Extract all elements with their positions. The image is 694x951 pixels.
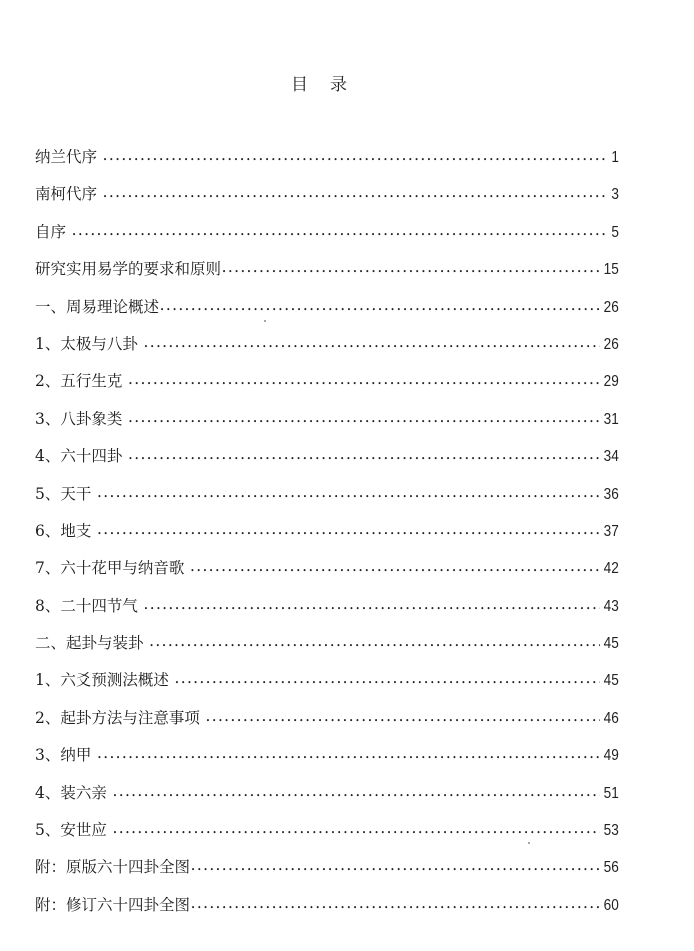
toc-entry-label: 纳兰代序 — [35, 148, 98, 166]
toc-entry-page: 15 — [603, 261, 619, 279]
toc-entry-page: 26 — [603, 298, 619, 316]
toc-entry-page: 34 — [603, 448, 619, 466]
toc-entry-label: 附：原版六十四卦全图 — [35, 858, 191, 877]
toc-entry[interactable] — [35, 890, 619, 927]
toc-entry[interactable] — [35, 329, 619, 366]
toc-entry-label: 4、六十四卦 — [35, 447, 123, 466]
toc-entry-page: 1 — [611, 149, 619, 166]
toc-entry-page: 26 — [603, 335, 619, 353]
toc-entry-page: 29 — [603, 373, 619, 391]
toc-entry-page: 43 — [603, 597, 619, 615]
toc-entry-label: 1、太极与八卦 — [35, 334, 138, 353]
toc-entry[interactable] — [35, 366, 619, 403]
toc-entry-label: 5、安世应 — [35, 821, 107, 840]
toc-entry[interactable] — [35, 254, 619, 291]
toc-entry[interactable] — [35, 778, 619, 815]
dot-leader — [150, 630, 601, 661]
toc-entry[interactable] — [35, 479, 619, 516]
toc-entry[interactable] — [35, 852, 619, 889]
dot-leader — [128, 368, 600, 399]
toc-entry-label: 研究实用易学的要求和原则 — [35, 260, 222, 279]
dot-leader — [113, 780, 600, 811]
toc-entry[interactable] — [35, 740, 619, 777]
toc-entry-label: 自序 — [35, 222, 67, 241]
toc-entry-label: 4、装六亲 — [35, 783, 107, 802]
dot-leader — [72, 219, 608, 250]
toc-entry-page: 46 — [603, 709, 619, 727]
toc-entry[interactable] — [35, 665, 619, 702]
toc-entry-page: 60 — [603, 896, 619, 914]
dot-leader — [160, 294, 600, 325]
toc-entry-label: 3、八卦象类 — [35, 409, 123, 428]
dot-leader — [97, 742, 600, 773]
toc-entry[interactable] — [35, 292, 619, 329]
toc-entry-page: 53 — [603, 822, 619, 840]
scan-speck — [528, 842, 530, 844]
toc-entry[interactable] — [35, 703, 619, 740]
dot-leader — [191, 854, 600, 885]
toc-entry-label: 一、周易理论概述 — [35, 297, 160, 316]
toc-entry[interactable] — [35, 441, 619, 478]
toc-entry-page: 45 — [603, 635, 619, 653]
toc-entry[interactable] — [35, 591, 619, 628]
toc-entry[interactable] — [35, 815, 619, 852]
scan-speck — [264, 320, 266, 322]
dot-leader — [144, 331, 600, 362]
toc-entry-page: 45 — [603, 672, 619, 690]
toc-entry-label: 5、天干 — [35, 484, 92, 503]
toc-entry-label: 1、六爻预测法概述 — [35, 671, 169, 690]
toc-entry[interactable] — [35, 142, 619, 179]
toc-entry-label: 二、起卦与装卦 — [35, 634, 144, 653]
toc-entry-page: 51 — [603, 784, 619, 802]
toc-entry[interactable] — [35, 628, 619, 665]
dot-leader — [175, 667, 600, 698]
dot-leader — [128, 406, 600, 437]
toc-entry[interactable] — [35, 404, 619, 441]
toc-entry-page: 56 — [603, 859, 619, 877]
dot-leader — [190, 555, 600, 586]
toc-entry-page: 36 — [603, 485, 619, 503]
toc-entry-label: 6、地支 — [35, 521, 92, 540]
toc-entry-page: 5 — [611, 223, 619, 241]
dot-leader — [144, 593, 600, 624]
toc-entry-label: 8、二十四节气 — [35, 596, 138, 615]
dot-leader — [97, 481, 600, 512]
toc-entry-label: 2、起卦方法与注意事项 — [35, 708, 200, 727]
dot-leader — [103, 181, 608, 212]
toc-entry-page: 3 — [611, 186, 619, 204]
toc-entry-page: 37 — [603, 522, 619, 540]
toc-entry-label: 3、纳甲 — [35, 746, 92, 765]
toc-entry-page: 42 — [603, 560, 619, 578]
dot-leader — [103, 144, 608, 175]
table-of-contents — [35, 142, 619, 927]
page-title: 目录 — [291, 75, 369, 95]
dot-leader — [222, 256, 600, 287]
dot-leader — [128, 443, 600, 474]
toc-entry[interactable] — [35, 179, 619, 216]
toc-entry-label: 7、六十花甲与纳音歌 — [35, 559, 185, 578]
dot-leader — [206, 705, 600, 736]
toc-entry-label: 2、五行生克 — [35, 372, 123, 391]
toc-entry[interactable] — [35, 553, 619, 590]
dot-leader — [191, 892, 600, 923]
toc-entry-label: 南柯代序 — [35, 185, 98, 204]
toc-entry-label: 附：修订六十四卦全图 — [35, 895, 191, 914]
toc-entry-page: 31 — [603, 410, 619, 428]
toc-entry[interactable] — [35, 217, 619, 254]
toc-entry-page: 49 — [603, 747, 619, 765]
toc-entry[interactable] — [35, 516, 619, 553]
dot-leader — [97, 518, 600, 549]
